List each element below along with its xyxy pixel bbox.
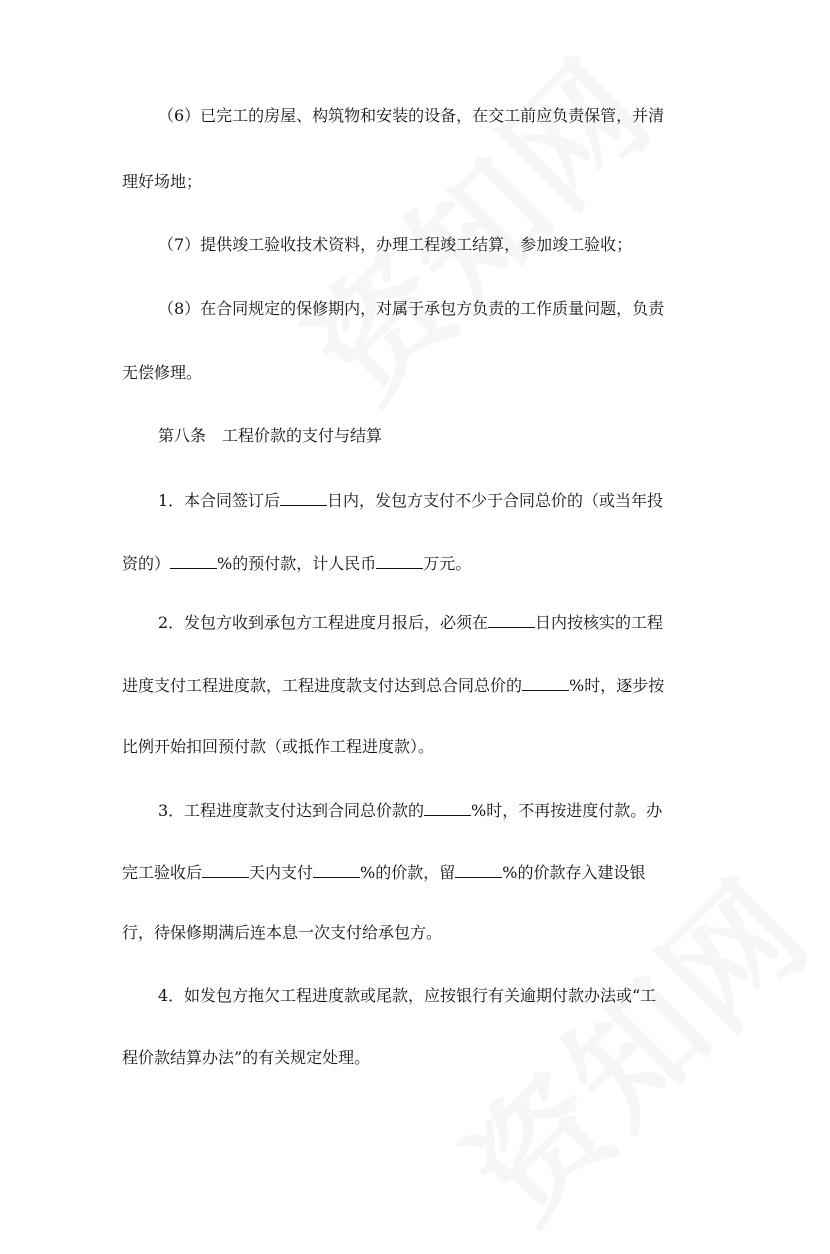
clause-1-text-a: 本合同签订后	[184, 491, 281, 510]
clause-3-text-a: 工程进度款支付达到合同总价款的	[184, 801, 425, 820]
clause-3-number: 3．	[158, 801, 185, 820]
clause-4-number: 4．	[158, 986, 185, 1005]
watermark-lower	[420, 832, 830, 1254]
watermark	[262, 12, 685, 435]
clause-2-text-b: 日内按核实的工程	[535, 613, 664, 632]
clause-3-line-3: 行，待保修期满后连本息一次支付给承包方。	[122, 923, 443, 942]
paragraph-7-line-1: （7）提供竣工验收技术资料，办理工程竣工结算，参加竣工验收；	[158, 235, 633, 254]
clause-2-text-a: 发包方收到承包方工程进度月报后，必须在	[184, 613, 489, 632]
clause-3-text-f: %的价款存入建设银	[502, 863, 646, 882]
clause-1-blank-percent	[170, 550, 217, 569]
clause-3-text-c: 完工验收后	[122, 863, 203, 882]
clause-4-line-1	[158, 984, 656, 1008]
clause-4-text-a: 如发包方拖欠工程进度款或尾款，应按银行有关逾期付款办法或“工	[184, 986, 657, 1005]
clause-2-line-2	[122, 672, 664, 698]
paragraph-6-line-1: （6）已完工的房屋、构筑物和安装的设备，在交工前应负责保管，并清	[158, 106, 665, 125]
clause-1-text-b: 日内，发包方支付不少于合同总价的（或当年投	[327, 491, 664, 510]
clause-1-text-e: 万元。	[423, 554, 472, 573]
paragraph-6-line-2: 理好场地；	[122, 172, 203, 191]
clause-3-blank-pay-percent	[313, 859, 360, 878]
clause-1-blank-days	[280, 487, 327, 506]
clause-2-blank-days	[488, 609, 535, 628]
paragraph-8-line-2: 无偿修理。	[122, 363, 203, 382]
paragraph-8-line-1: （8）在合同规定的保修期内，对属于承包方负责的工作质量问题，负责	[158, 299, 665, 318]
article-8-heading: 第八条 工程价款的支付与结算	[158, 426, 383, 445]
clause-3-text-d: 天内支付	[249, 863, 314, 882]
clause-2-text-c: 进度支付工程进度款，工程进度款支付达到总合同总价的	[122, 676, 523, 695]
clause-2-text-d: %时，逐步按	[569, 676, 665, 695]
clause-3-blank-retain-percent	[455, 859, 502, 878]
clause-2-blank-percent	[522, 672, 569, 691]
clause-1-line-1	[158, 487, 663, 513]
clause-3-text-b: %时，不再按进度付款。办	[471, 801, 663, 820]
clause-1-text-c: 资的）	[122, 554, 171, 573]
clause-1-blank-amount	[376, 550, 423, 569]
clause-2-number: 2．	[158, 613, 185, 632]
clause-3-line-1	[158, 797, 662, 823]
clause-3-blank-days	[202, 859, 249, 878]
clause-1-line-2	[122, 550, 471, 576]
clause-3-text-e: %的价款，留	[360, 863, 456, 882]
clause-3-line-2	[122, 859, 645, 885]
clause-2-line-1	[158, 609, 663, 635]
clause-3-blank-percent	[424, 797, 471, 816]
clause-1-number: 1．	[158, 491, 185, 510]
clause-4-line-2: 程价款结算办法”的有关规定处理。	[122, 1048, 371, 1067]
clause-1-text-d: %的预付款，计人民币	[217, 554, 377, 573]
clause-2-line-3: 比例开始扣回预付款（或抵作工程进度款）。	[122, 737, 435, 756]
